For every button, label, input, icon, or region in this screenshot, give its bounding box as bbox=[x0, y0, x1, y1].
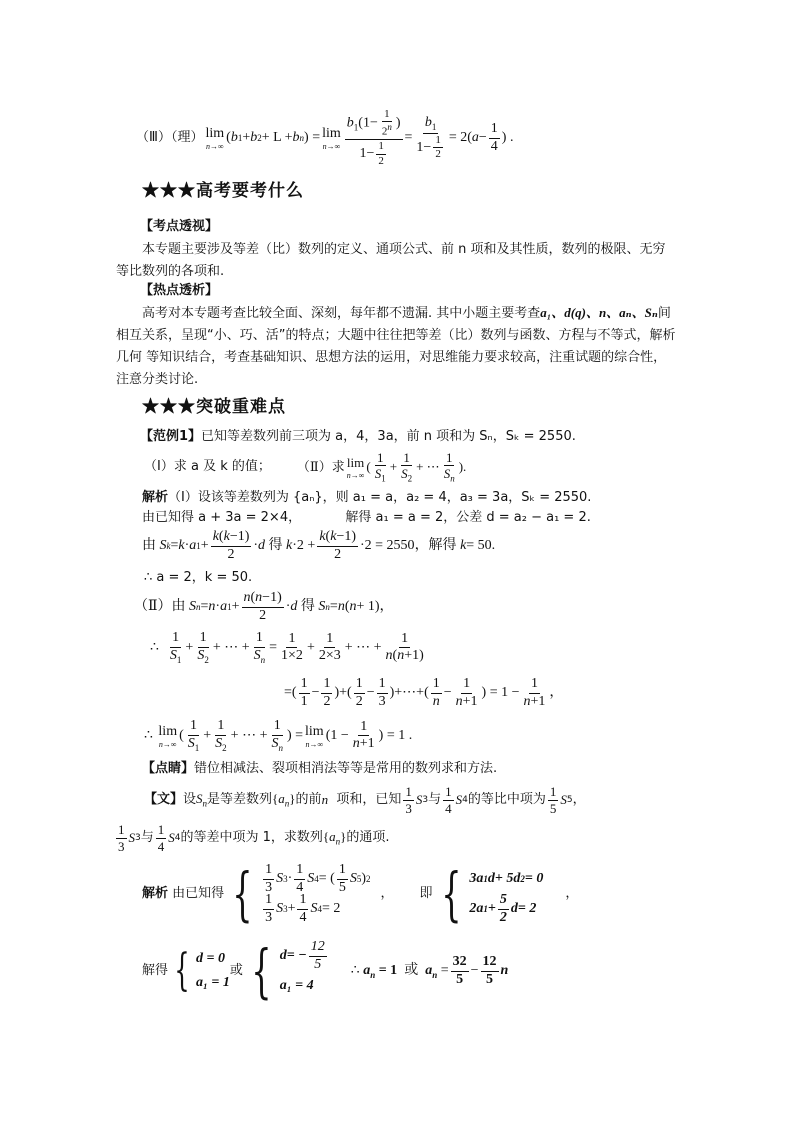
example1-step5-formula: （Ⅱ）由 S n = n · a 1 + $\frac{n(n-1)}{2}$ · d 得 S n = n ( n + 1)， bbox=[134, 589, 394, 623]
example1-step2-line bbox=[142, 509, 591, 527]
wen-solve: 解得 bbox=[142, 963, 169, 979]
solution2-a: a₁ = 4 bbox=[279, 977, 314, 993]
dianjing-line bbox=[142, 760, 497, 778]
left-brace-icon-4: { bbox=[251, 937, 272, 1005]
example1-analysis-tag: 解析 bbox=[142, 490, 169, 505]
dianjing-tag: 【点睛】 bbox=[142, 761, 195, 776]
left-brace-icon: { bbox=[232, 860, 253, 928]
kaodian-tag: 【考点透视】 bbox=[140, 219, 219, 234]
left-brace-icon-2: { bbox=[440, 860, 462, 928]
system2-eq2: 2 a 1 + $\frac{5}{2}$ d = 2 bbox=[469, 891, 537, 925]
system1 bbox=[261, 861, 371, 925]
wen-solution-line bbox=[142, 936, 508, 1006]
example1-step5-line bbox=[134, 589, 394, 625]
system1-eq1: $\frac{1}{3}$ S 3 · $\frac{1}{4}$ S 4 = ( $\frac{1}{5}$ S 5 ) 2 bbox=[265, 861, 371, 895]
system2 bbox=[469, 864, 543, 924]
wen-line1-formula: 设 $S_n$ 是等差数列 $\{a_n\}$ 的前 n 项和，已知 $\frac{1}{3}$ S 3 与 $\frac{1}{4}$ S 4 的等比中项为 $\frac{1}{5}$ S 5 ， bbox=[183, 783, 586, 816]
redian-text bbox=[116, 302, 676, 391]
wen-given: 由已知得 bbox=[172, 886, 225, 902]
left-brace-icon-3: { bbox=[174, 945, 190, 996]
wen-conclusion-formula: ∴ $a_n = 1$ 或 $a_n$ = $\frac{32}{5}$ − $\frac{12}{5}$ n bbox=[350, 953, 509, 987]
example1-step1: （Ⅰ）设该等差数列为 {aₙ}，则 a₁ = a，a₂ = 4，a₃ = 3a，Sₖ = 2550. bbox=[168, 490, 592, 505]
solution1 bbox=[196, 947, 230, 995]
example1-step3-line bbox=[142, 528, 495, 564]
system1-eq2: $\frac{1}{3}$ S 3 + $\frac{1}{4}$ S 4 = 2 bbox=[265, 891, 341, 925]
redian-tag: 【热点透析】 bbox=[140, 283, 219, 298]
kaodian-text: 本专题主要涉及等差（比）数列的定义、通项公式、前 n 项和及其性质，数列的极限、无穷等比数列的各项和. bbox=[116, 242, 666, 279]
example1-step7-formula: =( $\frac{1}{1}$ − $\frac{1}{2}$ )+( $\frac{1}{2}$ − $\frac{1}{3}$ )+⋯+( $\frac{1}{n}$ − $\frac{1}{n+1}$ ) = 1 − $\frac{1}{n+1}$ ， bbox=[284, 675, 564, 709]
wen-or: 或 bbox=[229, 963, 243, 979]
heading-breakthrough: ★★★突破重难点 bbox=[142, 397, 286, 417]
wen-line2-formula: $\frac{1}{3}$ S 3 与 $\frac{1}{4}$ S 4 的等差中项为 1，求数列 $\{a_n\}$ 的通项. bbox=[118, 821, 390, 854]
solution2-d: d = − $\frac{12}{5}$ bbox=[279, 938, 325, 972]
example1-tag: 【范例1】 bbox=[140, 429, 202, 444]
solution1-a: a₁ = 1 bbox=[196, 974, 230, 990]
solution2 bbox=[279, 938, 329, 1001]
redian-text-part1: 高考对本专题考查比较全面、深刻，每年都不遗漏. 其中小题主要考查 bbox=[142, 306, 541, 321]
wen-ji: 即 bbox=[419, 886, 433, 902]
wen-line1 bbox=[144, 780, 586, 820]
system2-eq1: 3 a 1 d + 5 d 2 = 0 bbox=[469, 870, 544, 886]
example1-part2-formula: （Ⅱ）求 lim n→∞ ( $\frac{1}{S_1}$ + $\frac{1}{S_2}$ + ⋯ $\frac{1}{S_n}$ ). bbox=[296, 449, 467, 484]
example1-step2b: 解得 a₁ = a = 2，公差 d = a₂ − a₁ = 2. bbox=[345, 510, 591, 525]
section3-label: （Ⅲ）（理） bbox=[136, 130, 204, 146]
example1-step8-line bbox=[144, 716, 412, 756]
example1-step2a: 由已知得 a + 3a = 2×4， bbox=[142, 510, 302, 525]
example1-parts-line bbox=[144, 449, 466, 485]
dianjing-text: 错位相减法、裂项相消法等等是常用的数列求和方法. bbox=[194, 761, 498, 776]
example1-step1-line bbox=[142, 489, 591, 507]
redian-vars: a₁、d(q)、n、aₙ、Sₙ bbox=[540, 305, 658, 320]
example1-part1: （Ⅰ）求 a 及 k 的值； bbox=[144, 459, 271, 475]
example1-step7-line bbox=[284, 673, 563, 713]
heading-what-exam-tests: ★★★高考要考什么 bbox=[142, 181, 304, 201]
wen-analysis-tag: 解析 bbox=[142, 886, 169, 902]
example1-statement-line bbox=[140, 428, 576, 446]
section3-line bbox=[136, 100, 513, 176]
wen-tag: 【文】 bbox=[144, 792, 184, 808]
solution1-d: d = 0 bbox=[196, 950, 225, 966]
redian-text-part2: 间相互关系，呈现“小、巧、活”的特点；大题中往往把等差（比）数列与函数、方程与不等式，解析几何 等知识结合，考查基础知识、思想方法的运用，对思维能力要求较高，注重试题的综合性，注意分类讨论. bbox=[116, 306, 676, 387]
example1-step3-formula: 由 S k = k · a 1 + $\frac{k(k-1)}{2}$ · d 得 k ·2 + $\frac{k(k-1)}{2}$ ·2 = 2550 ，解得 k = 50. bbox=[142, 528, 496, 562]
wen-line2 bbox=[114, 818, 390, 858]
section3-limit-formula: lim n→∞ ( b 1 + b 2 + L + b n ) = lim n→∞ $b_1(1-$ $\frac{1}{2^n}$ ) 1− $\frac{1}{2}$ = $b_1$ 1− $\frac{1}{2}$ = 2( a − $\frac{1}{4}$ ) . bbox=[205, 108, 514, 167]
example1-step6-line bbox=[150, 628, 428, 668]
wen-analysis-line: 解析 由已知得 { $\frac{1}{3}$ S 3 · $\frac{1}{4}$ S 4 = ( $\frac{1}{5}$ S 5 ) 2 $\frac{1}{3}$ S 3 + $\frac{1}{4}$ S 4 = 2 ， 即 { 3 a 1 d + 5 d 2 = 0 2 a 1 + $\frac{5}{2}$ d = 2 ， bbox=[142, 860, 579, 928]
example1-statement: 已知等差数列前三项为 a，4，3a，前 n 项和为 Sₙ，Sₖ = 2550. bbox=[201, 429, 576, 444]
example1-step6-formula: ∴ $\frac{1}{S_1}$ + $\frac{1}{S_2}$ + ⋯ + $\frac{1}{S_n}$ = $\frac{1}{1\times 2}$ + $\frac{1}{2\times 3}$ + ⋯ + $\frac{1}{n(n+1)}$ bbox=[150, 630, 424, 665]
example1-step4: ∴ a = 2，k = 50. bbox=[144, 570, 253, 585]
example1-step8-formula: ∴ lim n→∞ ( $\frac{1}{S_1}$ + $\frac{1}{S_2}$ + ⋯ + $\frac{1}{S_n}$ ) = lim n→∞ (1 − $\frac{1}{n+1}$ ) = 1 . bbox=[144, 718, 413, 753]
